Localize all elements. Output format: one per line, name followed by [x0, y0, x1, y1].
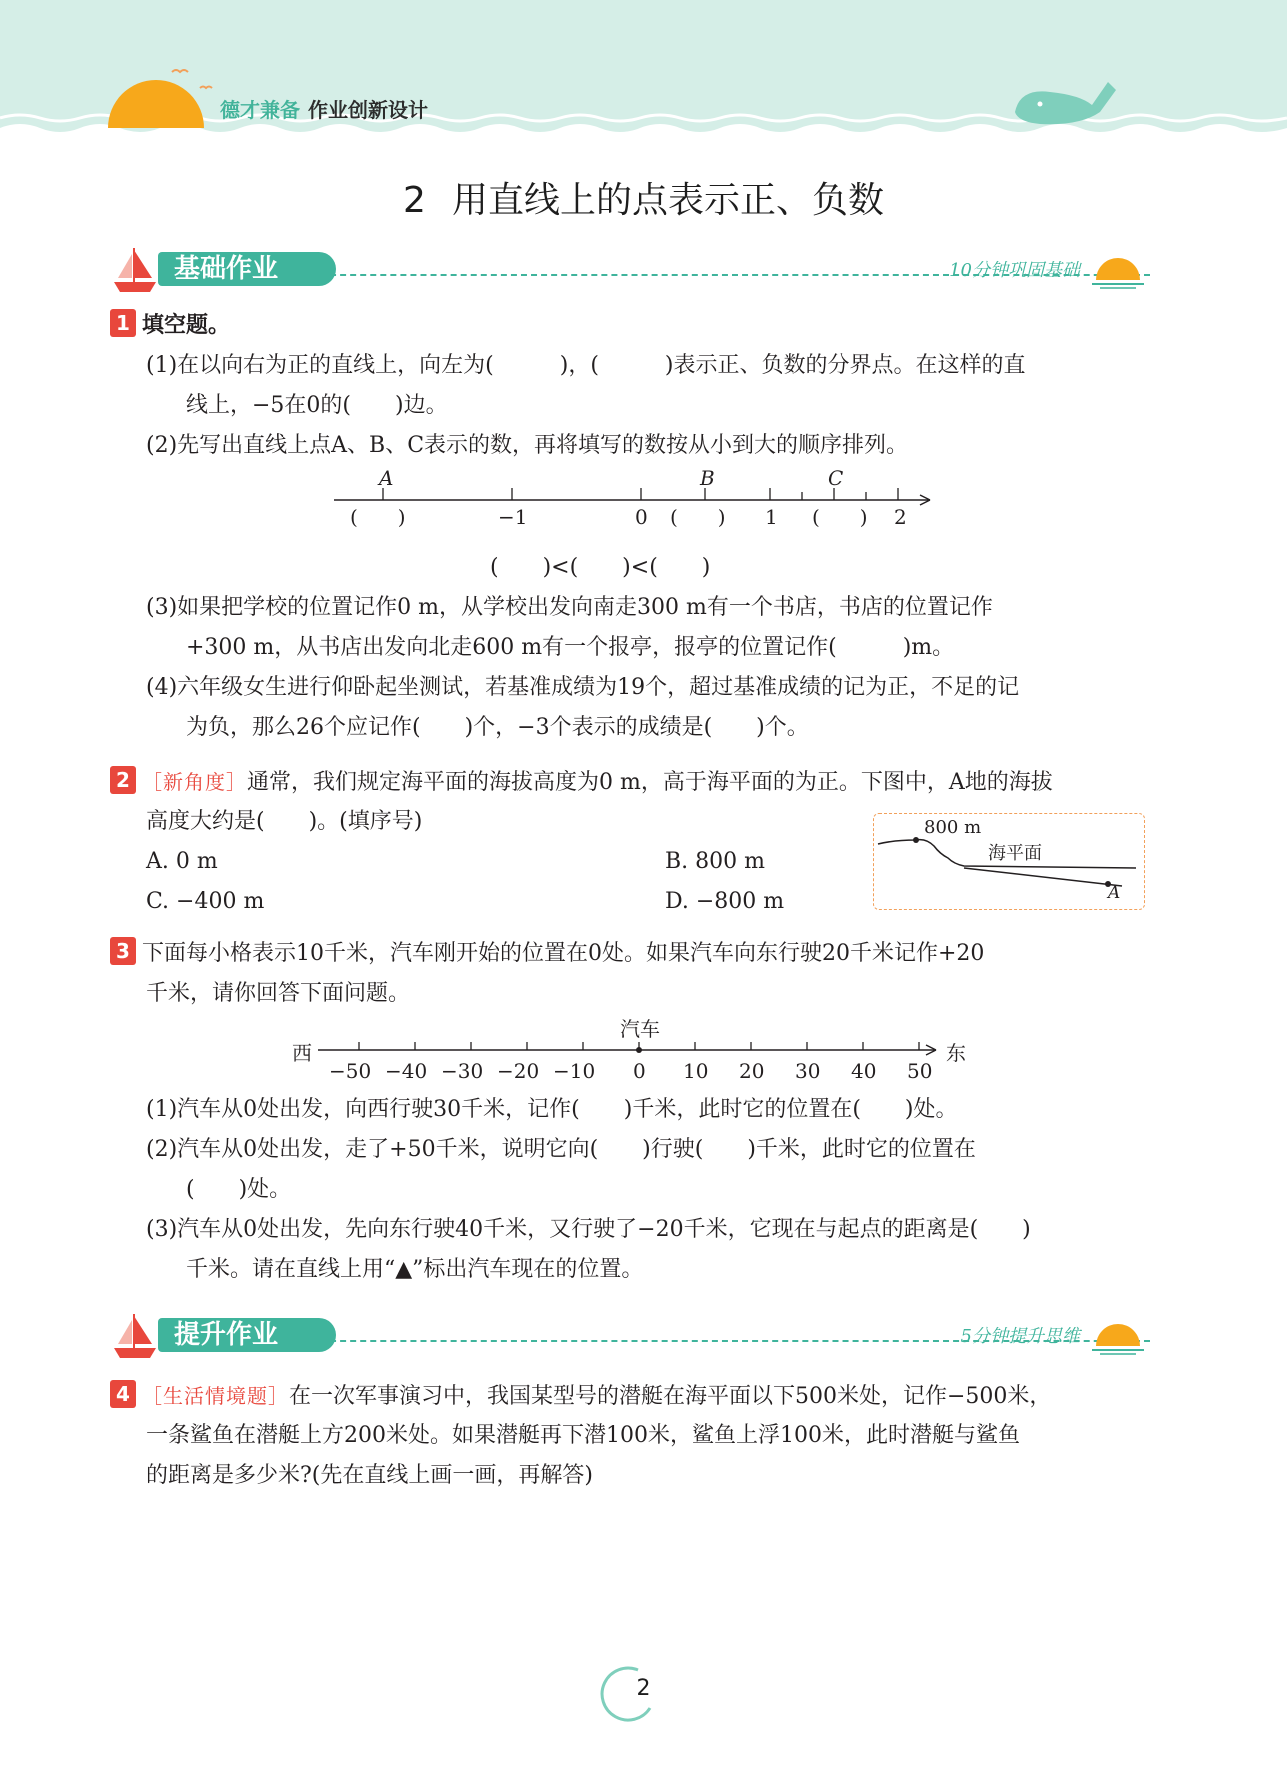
order-blanks: ( )<( )<( )	[490, 555, 711, 580]
q1-part2: (2)先写出直线上点A、B、C表示的数，再将填写的数按从小到大的顺序排列。	[146, 433, 909, 458]
sun-icon	[1090, 250, 1146, 290]
lesson-number: 2	[403, 180, 426, 221]
q2-line1	[110, 762, 1053, 803]
question-tag: ［生活情境题］	[142, 1384, 289, 1408]
tick-label: 0	[633, 1059, 646, 1083]
q3-part3-line1: (3)汽车从0处出发，先向东行驶40千米，又行驶了−20千米，它现在与起点的距离是( )	[146, 1217, 1031, 1242]
paren-c: ( )	[812, 505, 868, 529]
paren-a: ( )	[350, 505, 406, 529]
q1-part3-line2: +300 m，从书店出发向北走600 m有一个报亭，报亭的位置记作( )m。	[186, 635, 955, 660]
point-label-c: C	[828, 466, 844, 490]
car-label: 汽车	[620, 1017, 660, 1041]
lesson-title: 用直线上的点表示正、负数	[451, 180, 884, 221]
tick-label-0: 0	[635, 505, 648, 529]
tick-label-neg1: −1	[498, 505, 528, 529]
section-label: 基础作业	[158, 252, 336, 286]
q2-line2: 高度大约是( )。(填序号)	[146, 809, 423, 834]
q1-heading	[110, 306, 230, 346]
q3-part1: (1)汽车从0处出发，向西行驶30千米，记作( )千米，此时它的位置在( )处。	[146, 1097, 958, 1122]
tick-label: 30	[795, 1059, 821, 1083]
q3-part3-line2: 千米。请在直线上用“▲”标出汽车现在的位置。	[186, 1257, 644, 1282]
tick-label: −10	[553, 1059, 596, 1083]
tick-label: −30	[441, 1059, 484, 1083]
section-header-advanced	[110, 1306, 1150, 1366]
section-hint: 10分钟巩固基础	[949, 260, 1080, 281]
q3-line2: 千米，请你回答下面问题。	[146, 981, 411, 1006]
q3-text1: 下面每小格表示10千米，汽车刚开始的位置在0处。如果汽车向东行驶20千米记作+20	[142, 941, 985, 966]
q3-part2-line1: (2)汽车从0处出发，走了+50千米，说明它向( )行驶( )千米，此时它的位置在	[146, 1137, 976, 1162]
q2-text1: 通常，我们规定海平面的海拔高度为0 m，高于海平面的为正。下图中，A地的海拔	[247, 770, 1053, 795]
brand	[220, 94, 428, 123]
option-d: D. −800 m	[665, 889, 785, 914]
page-number: 2	[636, 1676, 651, 1701]
q1-part1-line2: 线上，−5在0的( )边。	[186, 393, 448, 418]
q1-part4-line2: 为负，那么26个应记作( )个，−3个表示的成绩是( )个。	[186, 715, 809, 740]
tick-label-2: 2	[894, 505, 907, 529]
paren-b: ( )	[670, 505, 726, 529]
question-3	[110, 934, 1150, 1294]
header-decoration	[0, 0, 1287, 150]
brand-left: 德才兼备	[220, 98, 300, 122]
question-number: 1	[110, 309, 136, 337]
figure-height-label: 800 m	[924, 817, 982, 838]
car-position-dot	[636, 1047, 642, 1053]
page-title	[0, 172, 1287, 223]
q1-part3-line1: (3)如果把学校的位置记作0 m，从学校出发向南走300 m有一个书店，书店的位置记作	[146, 595, 993, 620]
bird-icon	[172, 70, 212, 88]
q4-line1	[110, 1376, 1051, 1417]
tick-label: −40	[385, 1059, 428, 1083]
sun-icon	[108, 80, 204, 128]
figure-sea-label: 海平面	[988, 843, 1042, 864]
tick-label: 50	[907, 1059, 933, 1083]
question-title: 填空题。	[142, 313, 231, 338]
section-label: 提升作业	[158, 1318, 336, 1352]
q4-text1: 在一次军事演习中，我国某型号的潜艇在海平面以下500米处，记作−500米，	[289, 1384, 1052, 1409]
question-1	[110, 306, 1150, 746]
tick-label: 20	[739, 1059, 765, 1083]
east-label: 东	[946, 1041, 966, 1065]
section-header-basic	[110, 240, 1150, 300]
q1-part4-line1: (4)六年级女生进行仰卧起坐测试，若基准成绩为19个，超过基准成绩的记为正，不足的记	[146, 675, 1020, 700]
option-b: B. 800 m	[665, 849, 765, 874]
tick-label: 40	[851, 1059, 877, 1083]
point-label-a: A	[379, 466, 394, 490]
question-number: 4	[110, 1380, 136, 1408]
q3-line1	[110, 934, 984, 974]
sailboat-icon	[110, 1310, 158, 1362]
section-hint: 5分钟提升思维	[960, 1326, 1080, 1347]
sea-level-figure	[873, 813, 1145, 910]
tick-label: 10	[683, 1059, 709, 1083]
q4-line2: 一条鲨鱼在潜艇上方200米处。如果潜艇再下潜100米，鲨鱼上浮100米，此时潜艇与鲨鱼	[146, 1423, 1020, 1448]
sun-icon	[1090, 1316, 1146, 1356]
whale-icon	[1015, 82, 1116, 124]
q3-part2-line2: ( )处。	[186, 1177, 292, 1202]
tick-label: −20	[497, 1059, 540, 1083]
question-number: 2	[110, 766, 136, 794]
question-number: 3	[110, 937, 136, 965]
question-4	[110, 1376, 1150, 1506]
option-a: A. 0 m	[146, 849, 218, 874]
figure-point-a: A	[1108, 883, 1121, 903]
tick-label: −50	[329, 1059, 372, 1083]
option-c: C. −400 m	[146, 889, 265, 914]
point-label-b: B	[700, 466, 715, 490]
west-label: 西	[292, 1041, 312, 1065]
question-tag: ［新角度］	[142, 770, 247, 794]
brand-right: 作业创新设计	[308, 98, 428, 122]
q4-line3: 的距离是多少米?(先在直线上画一画，再解答)	[146, 1463, 593, 1488]
sailboat-icon	[110, 244, 158, 296]
header-band	[0, 0, 1287, 150]
tick-label-1: 1	[765, 505, 778, 529]
q1-part1-line1: (1)在以向右为正的直线上，向左为( )，( )表示正、负数的分界点。在这样的直	[146, 353, 1026, 378]
